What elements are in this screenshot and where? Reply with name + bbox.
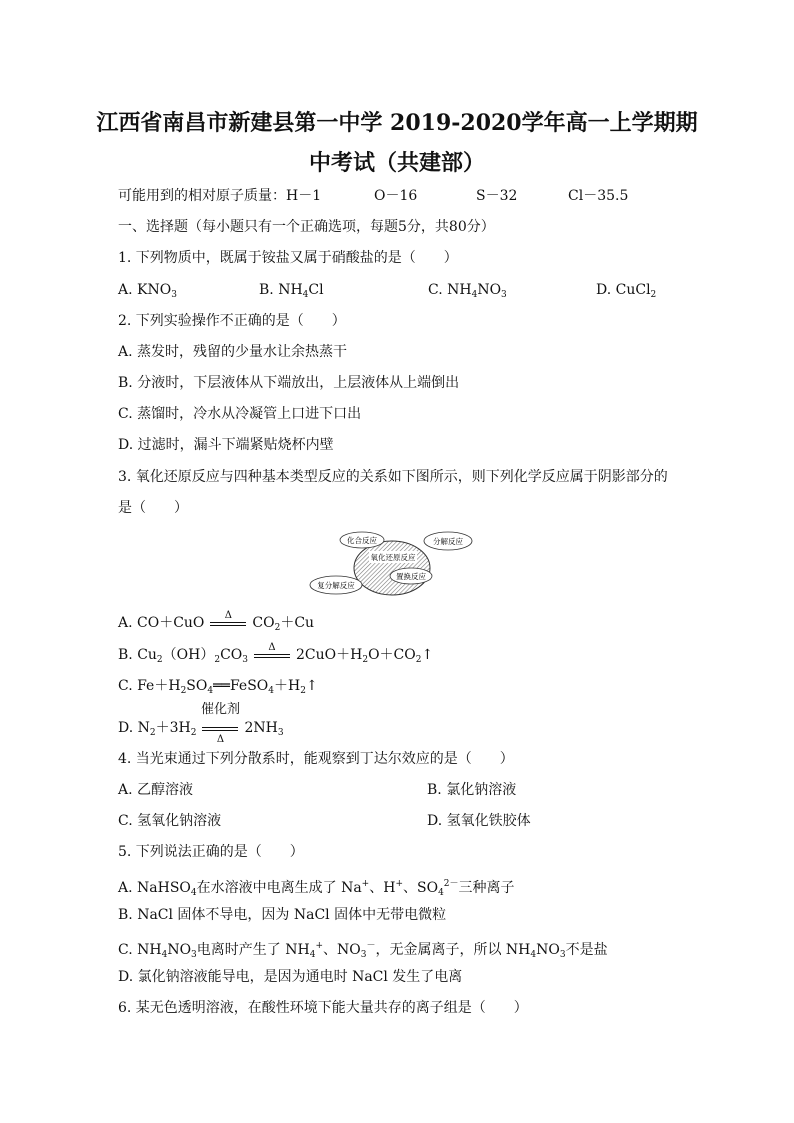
q4-option-d: D. 氢氧化铁胶体: [427, 813, 531, 829]
atomic-mass-o: O－16: [374, 188, 418, 204]
q1-option-c: C. $NH_4NO_3$: [428, 282, 507, 300]
q4-option-a: A. 乙醇溶液: [118, 782, 194, 798]
q1-option-a: A. $KNO_3$: [118, 282, 177, 300]
q2-option-a: A. 蒸发时，残留的少量水让余热蒸干: [118, 344, 348, 360]
diagram-label-displacement: 置换反应: [396, 572, 426, 581]
q3-stem-line1: 3. 氧化还原反应与四种基本类型反应的关系如下图所示，则下列化学反应属于阴影部分的: [118, 469, 668, 485]
diagram-label-double-decomposition: 复分解反应: [317, 581, 355, 590]
q5-option-b: B. NaCl 固体不导电，因为 NaCl 固体中无带电微粒: [118, 907, 447, 923]
exam-title-line2: 中考试（共建部）: [308, 150, 485, 176]
redox-ellipse: [354, 541, 430, 595]
diagram-label-redox: 氧化还原反应: [370, 553, 416, 562]
q1-option-d: D. CuCl$_2$: [596, 282, 657, 300]
q5-stem: 5. 下列说法正确的是（ ）: [118, 844, 304, 860]
q4-stem: 4. 当光束通过下列分散系时，能观察到丁达尔效应的是（ ）: [118, 751, 514, 767]
atomic-mass-h: H－1: [286, 188, 322, 204]
q3-stem-line2: 是（ ）: [118, 500, 188, 516]
reaction-relationship-diagram: [308, 528, 484, 600]
section-heading: 一、选择题（每小题只有一个正确选项，每题5分，共80分）: [118, 219, 495, 235]
q5-option-a: A. NaHSO$_4$在水溶液中电离生成了 Na+、H+、$SO_4^{2-}$三种离子: [118, 879, 515, 898]
q3-option-a: A. CO＋CuO Δ $CO_2+Cu$: [118, 610, 315, 633]
atomic-mass-cl: Cl－35.5: [568, 188, 629, 204]
atomic-mass-label: 可能用到的相对原子质量：: [118, 188, 286, 204]
q1-option-b: B. $NH_4Cl$: [259, 282, 324, 300]
heat-condition: Δ: [254, 648, 290, 662]
q5-option-c: C. $NH_4NO_3$电离时产生了 $NH_4^+$、$NO_3^-$，无金属离子，所以 $NH_4NO_3$不是盐: [118, 941, 608, 960]
diagram-label-decomposition: 分解反应: [433, 537, 463, 546]
q2-option-d: D. 过滤时，漏斗下端紧贴烧杯内壁: [118, 437, 334, 453]
q6-stem: 6. 某无色透明溶液，在酸性环境下能大量共存的离子组是（ ）: [118, 1000, 528, 1016]
q4-option-c: C. 氢氧化钠溶液: [118, 813, 222, 829]
q5-option-d: D. 氯化钠溶液能导电，是因为通电时 NaCl 发生了电离: [118, 969, 463, 985]
q3-option-c: C. $Fe+H_2SO_4══FeSO_4+H_2↑$: [118, 678, 318, 696]
q3-option-b: B. $Cu_2(OH)_2CO_3$ Δ $2CuO+H_2O+CO_2↑$: [118, 642, 434, 665]
atomic-mass-s: S－32: [476, 188, 518, 204]
q1-stem: 1. 下列物质中，既属于铵盐又属于硝酸盐的是（ ）: [118, 250, 458, 266]
heat-condition: Δ: [210, 616, 246, 630]
exam-title-line1: 江西省南昌市新建县第一中学 2019-2020学年高一上学期期: [96, 110, 698, 136]
q3-option-d: D. $N_2+3H_2$ 催化剂 Δ $2NH_3$: [118, 702, 284, 745]
q2-stem: 2. 下列实验操作不正确的是（ ）: [118, 313, 346, 329]
diagram-label-combination: 化合反应: [347, 536, 377, 545]
catalyst-heat-condition: 催化剂 Δ: [200, 702, 240, 745]
q2-option-c: C. 蒸馏时，冷水从冷凝管上口进下口出: [118, 406, 362, 422]
q2-option-b: B. 分液时，下层液体从下端放出，上层液体从上端倒出: [118, 375, 460, 391]
q4-option-b: B. 氯化钠溶液: [427, 782, 517, 798]
